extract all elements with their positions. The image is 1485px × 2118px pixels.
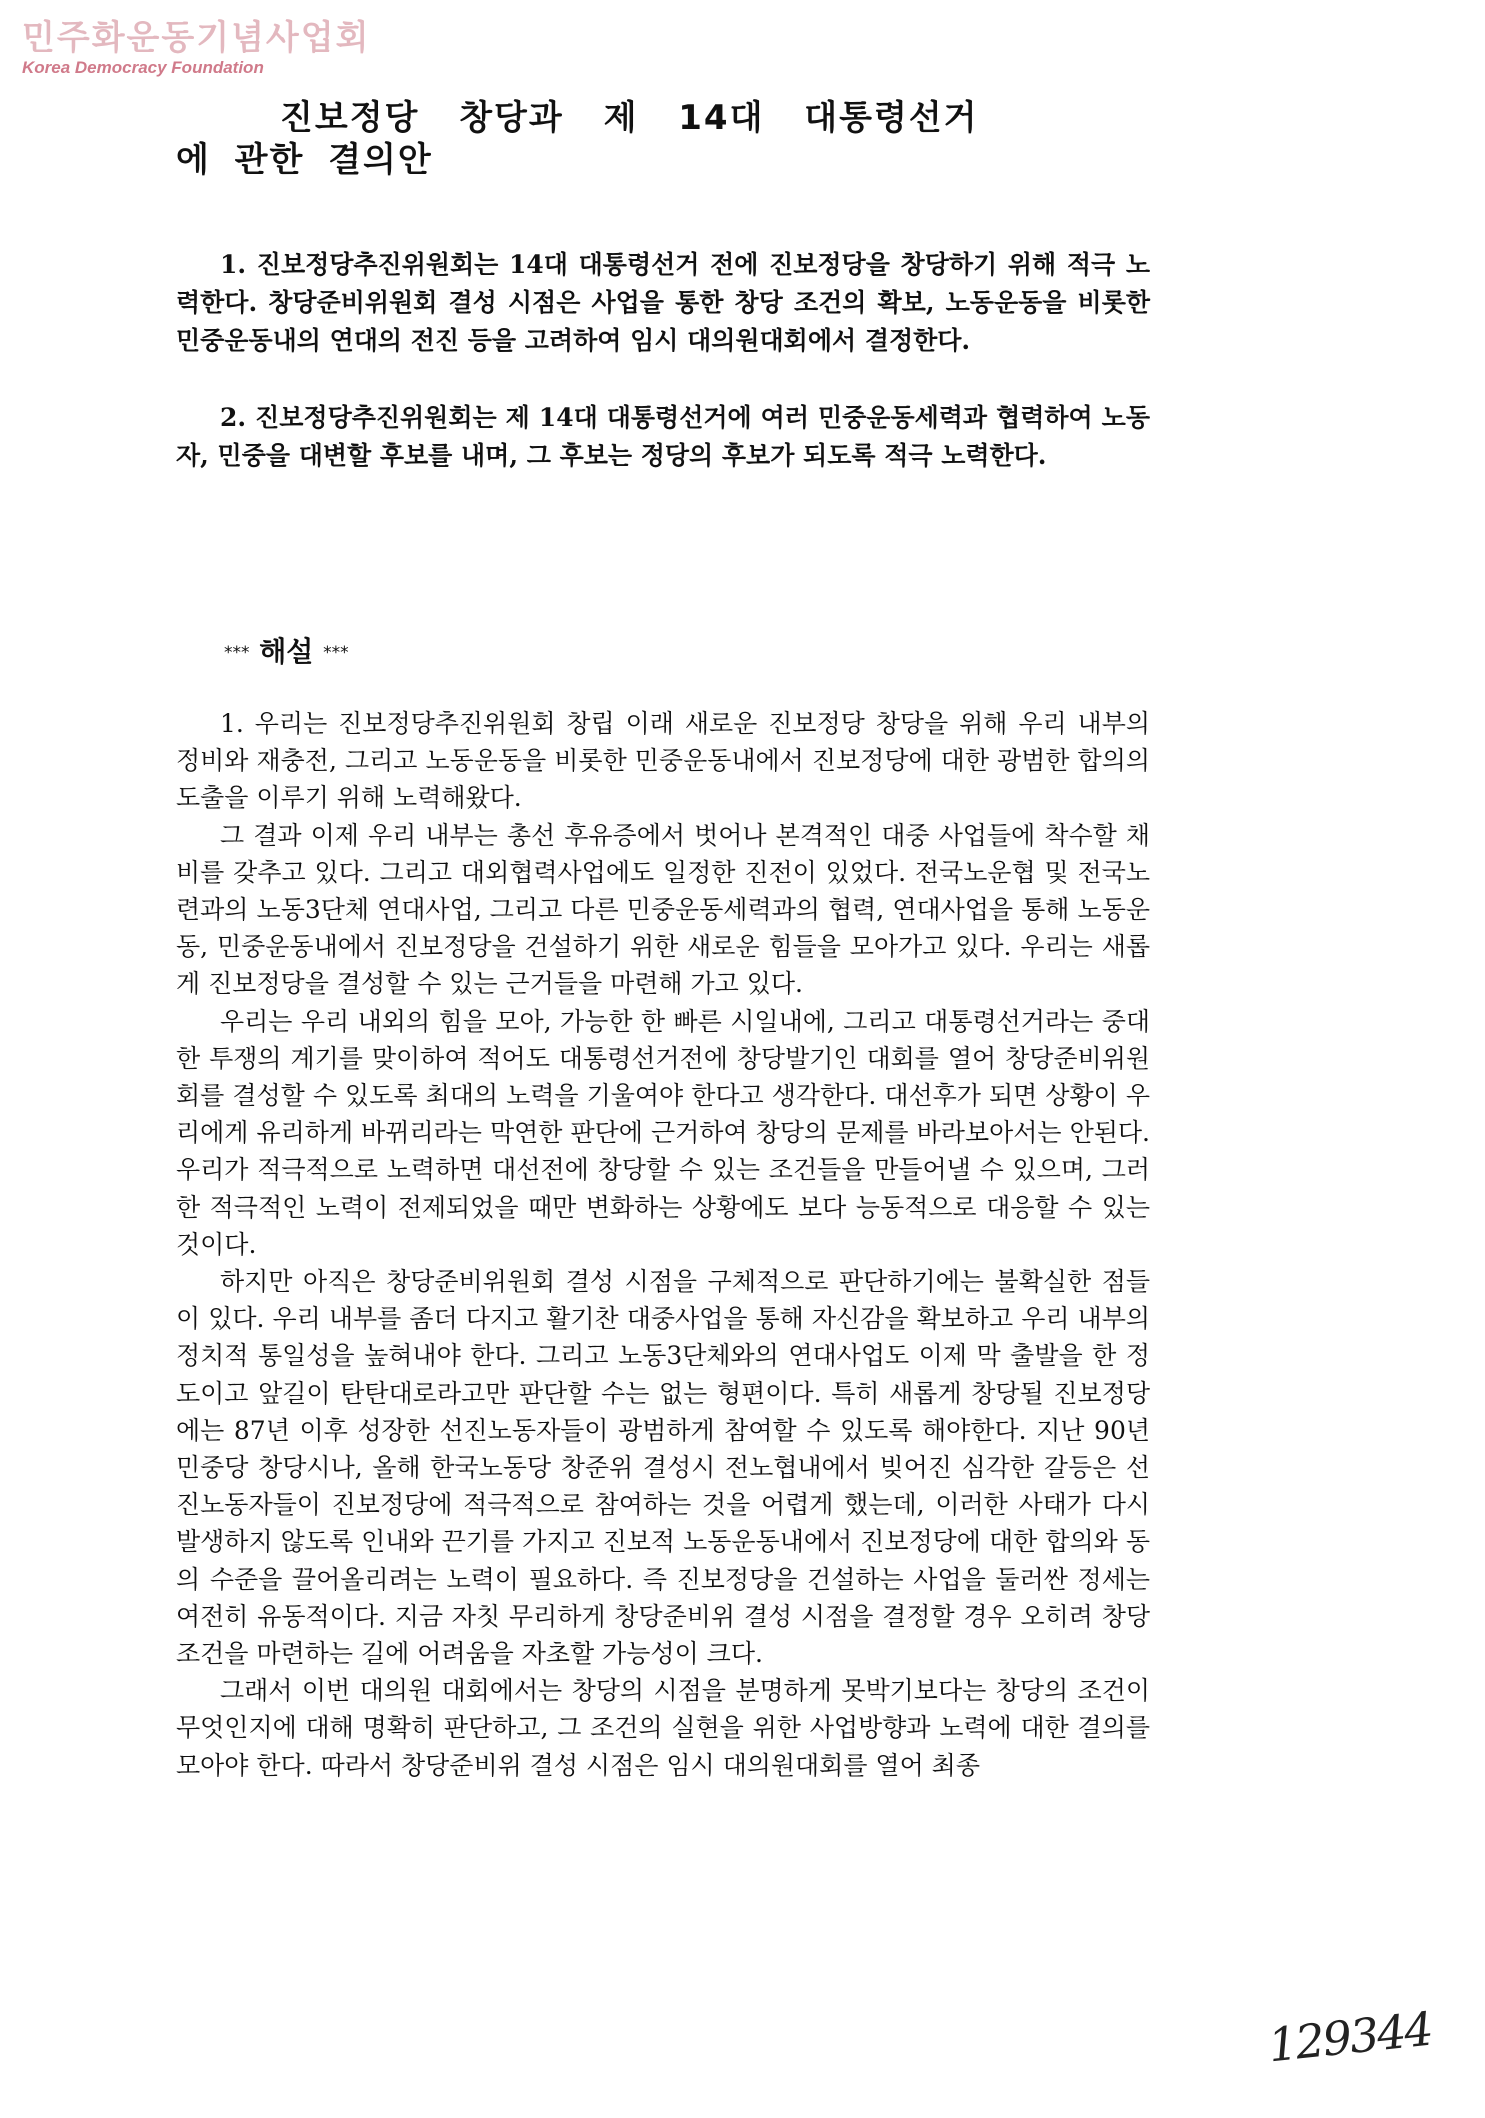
commentary-paragraph-2: 그 결과 이제 우리 내부는 총선 후유증에서 벗어나 본격적인 대중 사업들에 착수할 채비를 갖추고 있다. 그리고 대외협력사업에도 일정한 진전이 있었다. 전국노운협 및 전국노련과의 노동3단체 연대사업, 그리고 다른 민중운동세력과의 협력, 연대사업을 통해 노동운동, 민중운동내에서 진보정당을 건설하기 위한 새로운 힘들을 모아가고 있다. 우리는 새롭게 진보정당을 결성할 수 있는 근거들을 마련해 가고 있다. (176, 820, 1150, 999)
resolution-1 (176, 246, 1150, 360)
commentary-heading (224, 630, 349, 670)
handwritten-page-number: 129344 (1265, 2001, 1434, 2073)
commentary-paragraph-1: 1. 우리는 진보정당추진위원회 창립 이래 새로운 진보정당 창당을 위해 우리 내부의 정비와 재충전, 그리고 노동운동을 비롯한 민중운동내에서 진보정당에 대한 광범한 합의의 도출을 이루기 위해 노력해왔다. (176, 709, 1150, 813)
resolution-1-text: 1. 진보정당추진위원회는 14대 대통령선거 전에 진보정당을 창당하기 위해 적극 노력한다. 창당준비위원회 결성 시점은 사업을 통한 창당 조건의 확보, 노동운동을 비롯한 민중운동내의 연대의 전진 등을 고려하여 임시 대의원대회에서 결정한다. (176, 250, 1150, 355)
foundation-watermark (22, 18, 370, 78)
document-title (176, 97, 1176, 181)
title-line-1: 진보정당 창당과 제 14대 대통령선거 (280, 98, 979, 138)
watermark-korean: 민주화운동기념사업회 (22, 18, 371, 58)
title-line-2: 에 관한 결의안 (176, 140, 433, 180)
resolution-2-text: 2. 진보정당추진위원회는 제 14대 대통령선거에 여러 민중운동세력과 협력하여 노동자, 민중을 대변할 후보를 내며, 그 후보는 정당의 후보가 되도록 적극 노력한다. (176, 403, 1150, 470)
commentary-paragraph-5: 그래서 이번 대의원 대회에서는 창당의 시점을 분명하게 못박기보다는 창당의 조건이 무엇인지에 대해 명확히 판단하고, 그 조건의 실현을 위한 사업방향과 노력에 대한 결의를 모아야 한다. 따라서 창당준비위 결성 시점은 임시 대의원대회를 열어 최종 (176, 1676, 1150, 1780)
commentary-body (176, 705, 1150, 1784)
commentary-paragraph-3: 우리는 우리 내외의 힘을 모아, 가능한 한 빠른 시일내에, 그리고 대통령선거라는 중대한 투쟁의 계기를 맞이하여 적어도 대통령선거전에 창당발기인 대회를 열어 창당준비위원회를 결성할 수 있도록 최대의 노력을 기울여야 한다고 생각한다. 대선후가 되면 상황이 우리에게 유리하게 바뀌리라는 막연한 판단에 근거하여 창당의 문제를 바라보아서는 안된다. 우리가 적극적으로 노력하면 대선전에 창당할 수 있는 조건들을 만들어낼 수 있으며, 그러한 적극적인 노력이 전제되었을 때만 변화하는 상황에도 보다 능동적으로 대응할 수 있는 것이다. (176, 1006, 1150, 1259)
heading-stars-left: *** (224, 643, 250, 663)
watermark-english: Korea Democracy Foundation (22, 58, 264, 77)
resolution-2 (176, 399, 1150, 475)
commentary-paragraph-4: 하지만 아직은 창당준비위원회 결성 시점을 구체적으로 판단하기에는 불확실한 점들이 있다. 우리 내부를 좀더 다지고 활기찬 대중사업을 통해 자신감을 확보하고 우리 내부의 정치적 통일성을 높혀내야 한다. 그리고 노동3단체와의 연대사업도 이제 막 출발을 한 정도이고 앞길이 탄탄대로라고만 판단할 수는 없는 형편이다. 특히 새롭게 창당될 진보정당에는 87년 이후 성장한 선진노동자들이 광범하게 참여할 수 있도록 해야한다. 지난 90년 민중당 창당시나, 올해 한국노동당 창준위 결성시 전노협내에서 빚어진 심각한 갈등은 선진노동자들이 진보정당에 적극적으로 참여하는 것을 어렵게 했는데, 이러한 사태가 다시 발생하지 않도록 인내와 끈기를 가지고 진보적 노동운동내에서 진보정당에 대한 합의와 동의 수준을 끌어올리려는 노력이 필요하다. 즉 진보정당을 건설하는 사업을 둘러싼 정세는 여전히 유동적이다. 지금 자칫 무리하게 창당준비위 결성 시점을 결정할 경우 오히려 창당 조건을 마련하는 길에 어려움을 자초할 가능성이 크다. (176, 1267, 1150, 1669)
heading-text: 해설 (259, 635, 314, 668)
heading-stars-right: *** (323, 643, 349, 663)
